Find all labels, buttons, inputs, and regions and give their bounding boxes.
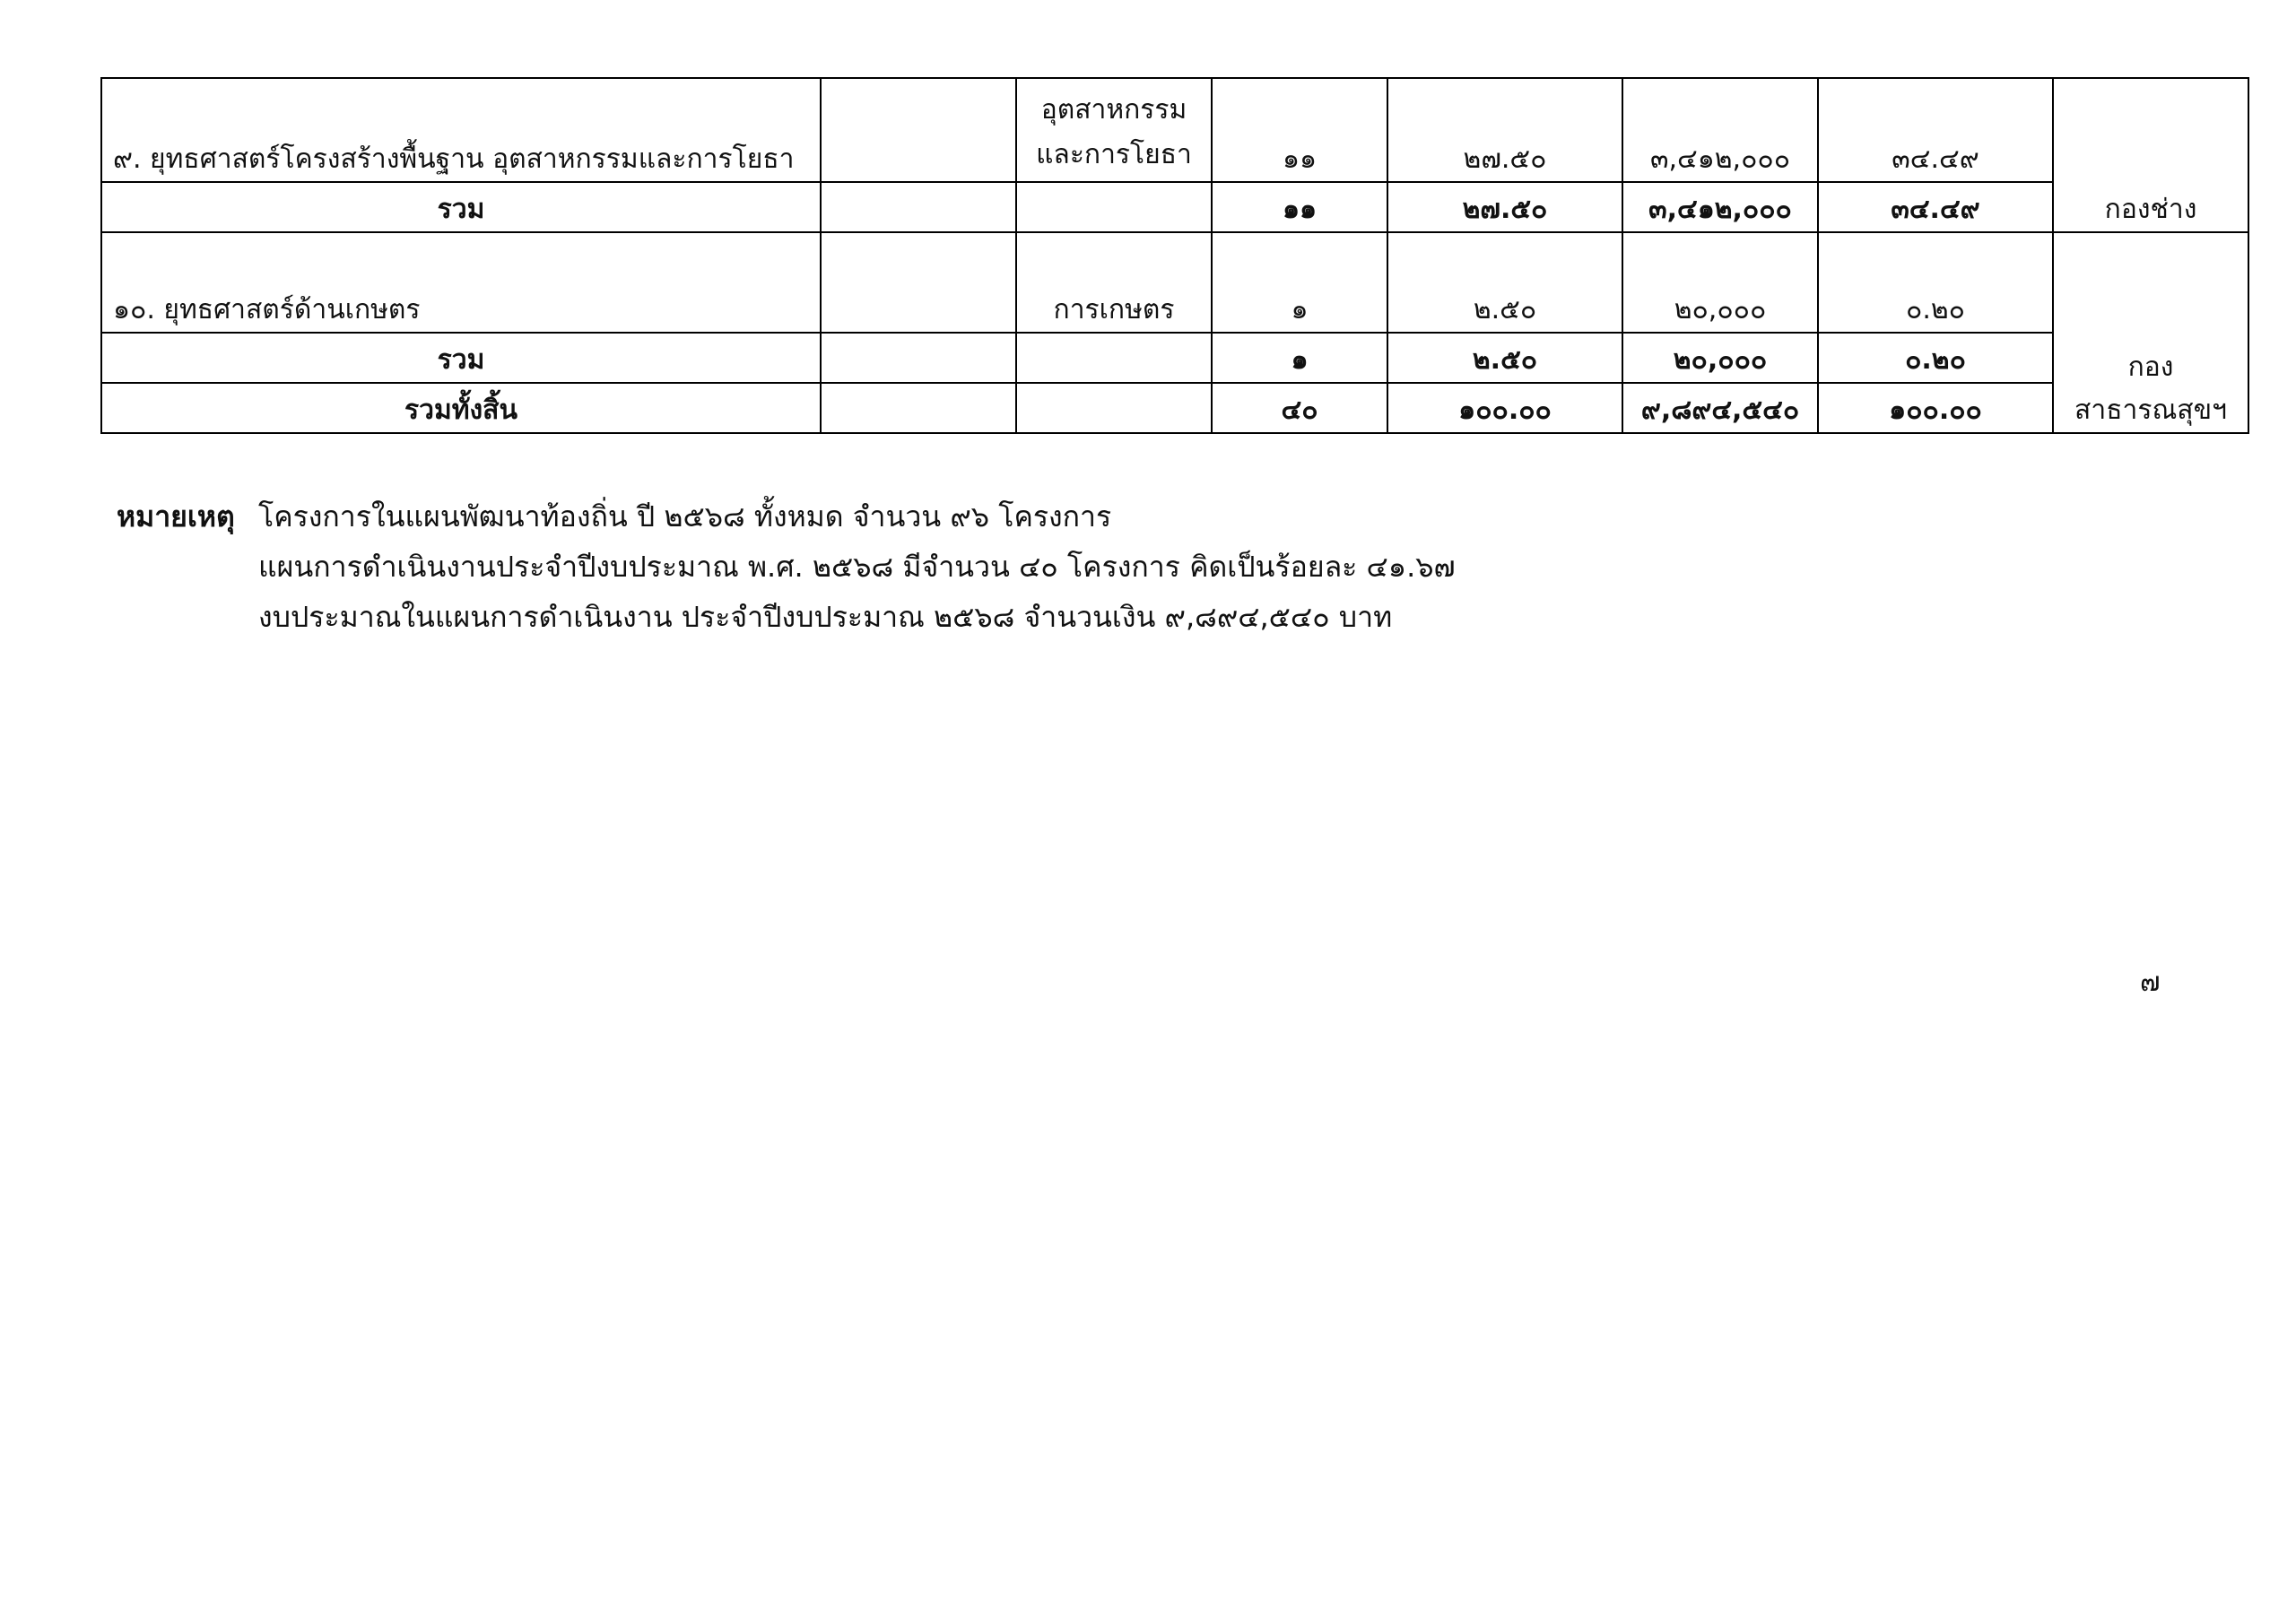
budget-percent: ๓๔.๔๙ [1818, 78, 2053, 182]
project-percent: ๒.๕๐ [1387, 333, 1622, 383]
project-percent: ๒๗.๕๐ [1387, 78, 1622, 182]
project-percent: ๒.๕๐ [1387, 232, 1622, 333]
project-type-line: อุตสาหกรรม [1040, 94, 1187, 126]
responsible-department: กองช่าง [2053, 78, 2248, 232]
table-row [101, 78, 2248, 182]
project-count: ๑๑ [1212, 78, 1387, 182]
project-count: ๑๑ [1212, 182, 1387, 232]
remarks-text: แผนการดำเนินงานประจำปีงบประมาณ พ.ศ. ๒๕๖๘ มีจำนวน ๔๐ โครงการ คิดเป็นร้อยละ ๔๑.๖๗ [258, 550, 1456, 584]
budget-percent: ๑๐๐.๐๐ [1818, 383, 2053, 433]
empty-cell [821, 78, 1016, 182]
empty-cell [1016, 182, 1212, 232]
project-percent: ๒๗.๕๐ [1387, 182, 1622, 232]
project-percent: ๑๐๐.๐๐ [1387, 383, 1622, 433]
budget-amount: ๙,๘๙๔,๕๔๐ [1622, 383, 1818, 433]
project-type [1016, 78, 1212, 182]
subtotal-label: รวม [101, 333, 821, 383]
grand-total-label: รวมทั้งสิ้น [101, 383, 821, 433]
empty-cell [821, 232, 1016, 333]
remarks-section [117, 491, 1456, 642]
table-row [101, 182, 2248, 232]
department-line: กอง [2127, 351, 2174, 383]
budget-percent: ๐.๒๐ [1818, 333, 2053, 383]
empty-cell [1016, 333, 1212, 383]
project-count: ๑ [1212, 333, 1387, 383]
project-count: ๑ [1212, 232, 1387, 333]
budget-amount: ๓,๔๑๒,๐๐๐ [1622, 182, 1818, 232]
budget-amount: ๒๐,๐๐๐ [1622, 333, 1818, 383]
budget-amount: ๒๐,๐๐๐ [1622, 232, 1818, 333]
responsible-department [2053, 232, 2248, 433]
table-row [101, 333, 2248, 383]
plan-summary-table [100, 77, 2249, 434]
remarks-label: หมายเหตุ [117, 499, 235, 533]
project-type-line: และการโยธา [1036, 139, 1192, 170]
project-type: การเกษตร [1016, 232, 1212, 333]
remarks-line [117, 491, 1456, 542]
empty-cell [1016, 383, 1212, 433]
remarks-text: งบประมาณในแผนการดำเนินงาน ประจำปีงบประมาณ ๒๕๖๘ จำนวนเงิน ๙,๘๙๔,๕๔๐ บาท [258, 600, 1393, 634]
empty-cell [821, 182, 1016, 232]
table-row [101, 232, 2248, 333]
table-row [101, 383, 2248, 433]
department-line: สาธารณสุขฯ [2074, 395, 2227, 426]
project-count: ๔๐ [1212, 383, 1387, 433]
remarks-text: โครงการในแผนพัฒนาท้องถิ่น ปี ๒๕๖๘ ทั้งหมด จำนวน ๙๖ โครงการ [258, 499, 1112, 533]
budget-percent: ๐.๒๐ [1818, 232, 2053, 333]
strategy-name: ๙. ยุทธศาสตร์โครงสร้างพื้นฐาน อุตสาหกรรมและการโยธา [101, 78, 821, 182]
strategy-name: ๑๐. ยุทธศาสตร์ด้านเกษตร [101, 232, 821, 333]
empty-cell [821, 333, 1016, 383]
budget-percent: ๓๔.๔๙ [1818, 182, 2053, 232]
budget-amount: ๓,๔๑๒,๐๐๐ [1622, 78, 1818, 182]
page-number: ๗ [2140, 967, 2161, 998]
subtotal-label: รวม [101, 182, 821, 232]
empty-cell [821, 383, 1016, 433]
